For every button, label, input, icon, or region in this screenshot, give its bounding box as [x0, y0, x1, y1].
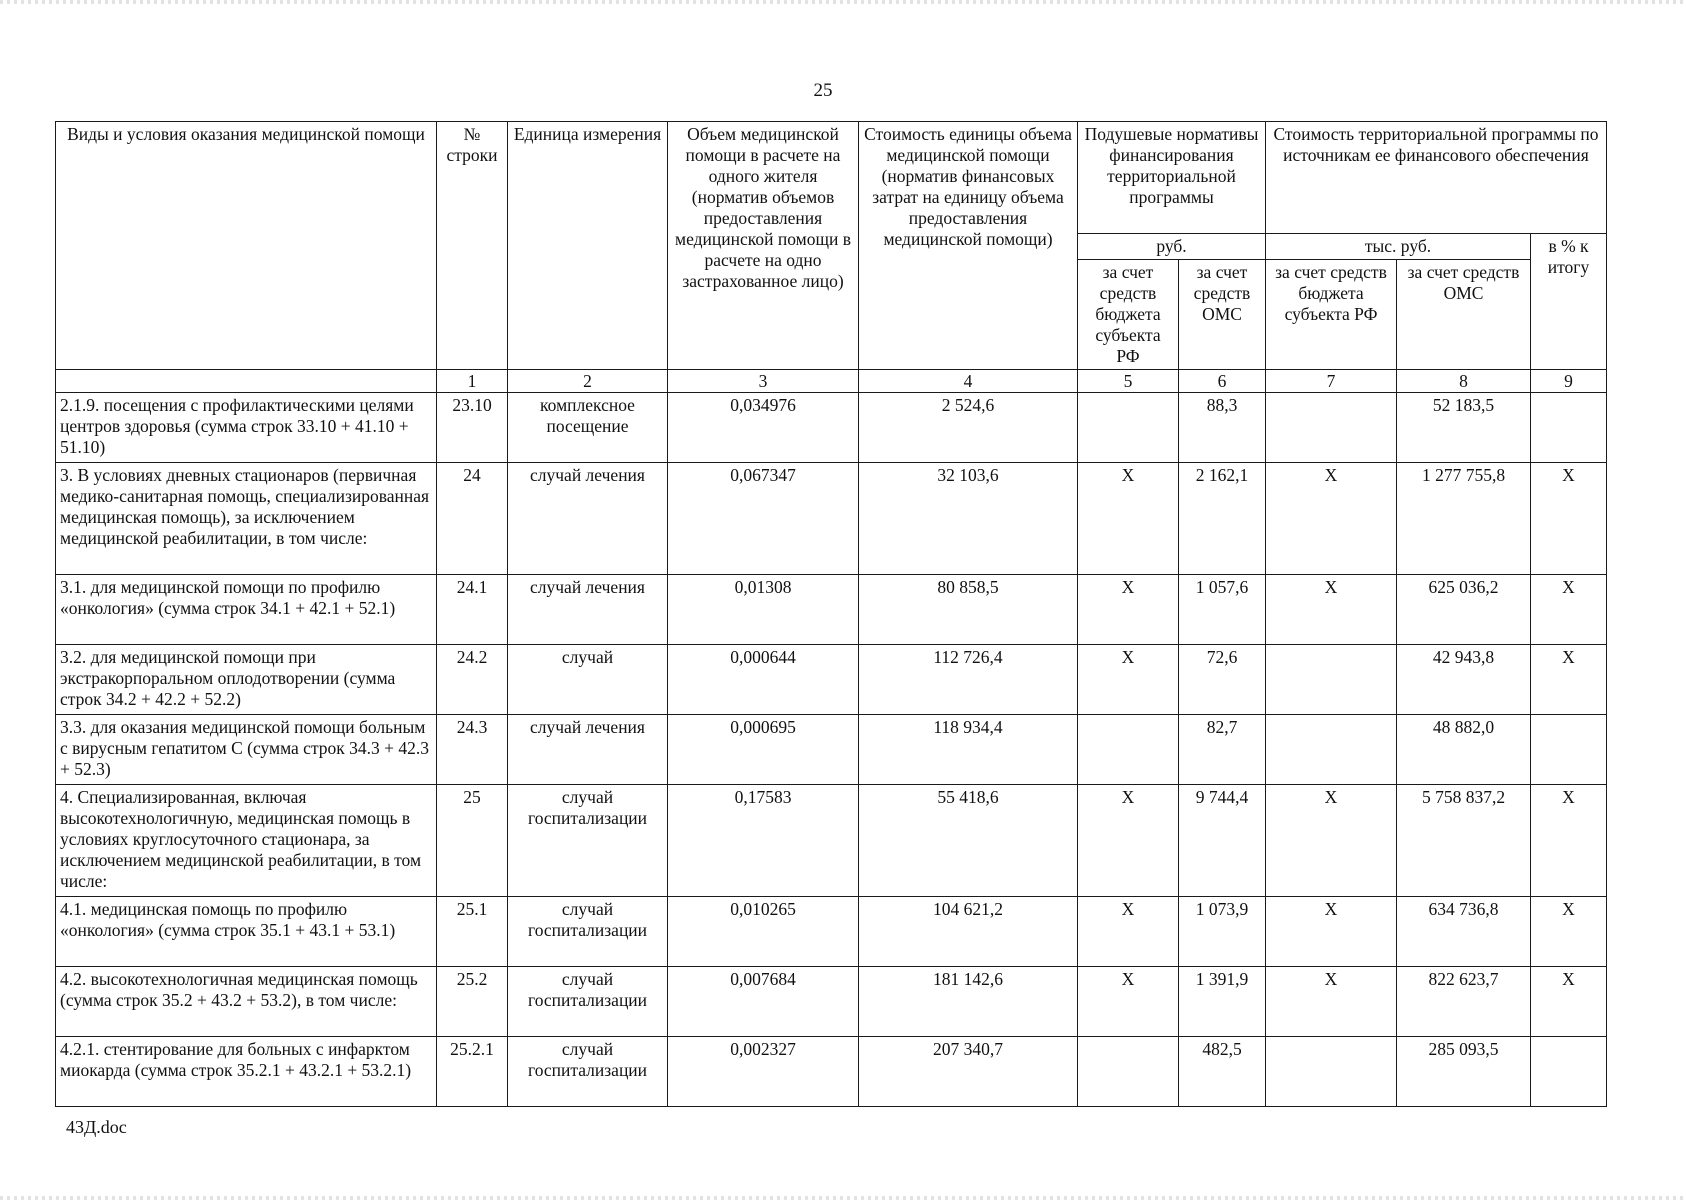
row-budget-thousand: Х — [1266, 463, 1397, 575]
row-volume: 0,000695 — [668, 715, 859, 785]
row-volume: 0,000644 — [668, 645, 859, 715]
row-number: 25.2 — [437, 967, 508, 1037]
row-unit-cost: 112 726,4 — [859, 645, 1078, 715]
header-kind: Виды и условия оказания медицинской помощи — [56, 122, 437, 370]
row-name: 4. Специализированная, включая высокотехнологичную, медицинская помощь в условиях круглосуточного стационара, за исключением медицинской реабилитации, в том числе: — [56, 785, 437, 897]
header-volume: Объем медицинской помощи в расчете на одного жителя (норматив объемов предоставления медицинской помощи в расчете на одно застрахованное лицо) — [668, 122, 859, 370]
table-header — [56, 122, 1607, 393]
row-number: 24.2 — [437, 645, 508, 715]
row-budget-rub: Х — [1078, 785, 1179, 897]
row-budget-rub: Х — [1078, 463, 1179, 575]
row-name: 3.2. для медицинской помощи при экстракорпоральном оплодотворении (сумма строк 34.2 + 42.2 + 52.2) — [56, 645, 437, 715]
row-oms-rub: 82,7 — [1179, 715, 1266, 785]
row-number: 25.1 — [437, 897, 508, 967]
row-volume: 0,067347 — [668, 463, 859, 575]
row-name: 2.1.9. посещения с профилактическими целями центров здоровья (сумма строк 33.10 + 41.10 + 51.10) — [56, 393, 437, 463]
table-row — [56, 575, 1607, 645]
column-numbers-row — [56, 370, 1607, 393]
row-unit: случай госпитализации — [508, 785, 668, 897]
row-unit-cost: 181 142,6 — [859, 967, 1078, 1037]
table-row — [56, 897, 1607, 967]
row-budget-thousand: Х — [1266, 897, 1397, 967]
table-row — [56, 645, 1607, 715]
column-number: 9 — [1531, 370, 1607, 393]
row-unit: случай госпитализации — [508, 897, 668, 967]
header-oms-rub: за счет средств ОМС — [1179, 260, 1266, 370]
page-number: 25 — [813, 80, 833, 101]
row-volume: 0,010265 — [668, 897, 859, 967]
row-percent: Х — [1531, 967, 1607, 1037]
row-budget-thousand: Х — [1266, 785, 1397, 897]
row-volume: 0,034976 — [668, 393, 859, 463]
scan-edge-bottom — [0, 1196, 1686, 1200]
row-oms-thousand: 285 093,5 — [1397, 1037, 1531, 1107]
row-percent — [1531, 1037, 1607, 1107]
row-name: 3. В условиях дневных стационаров (первичная медико-санитарная помощь, специализированная медицинская помощь), за исключением медицинской реабилитации, в том числе: — [56, 463, 437, 575]
row-oms-thousand: 52 183,5 — [1397, 393, 1531, 463]
column-number: 7 — [1266, 370, 1397, 393]
row-oms-rub: 482,5 — [1179, 1037, 1266, 1107]
row-number: 25 — [437, 785, 508, 897]
row-oms-thousand: 1 277 755,8 — [1397, 463, 1531, 575]
row-unit: случай — [508, 645, 668, 715]
row-unit-cost: 118 934,4 — [859, 715, 1078, 785]
row-name: 3.3. для оказания медицинской помощи больным с вирусным гепатитом С (сумма строк 34.3 + 42.3 + 52.3) — [56, 715, 437, 785]
row-budget-thousand — [1266, 715, 1397, 785]
row-name: 3.1. для медицинской помощи по профилю «онкология» (сумма строк 34.1 + 42.1 + 52.1) — [56, 575, 437, 645]
row-budget-thousand — [1266, 1037, 1397, 1107]
column-number: 4 — [859, 370, 1078, 393]
scan-edge-top — [0, 0, 1686, 4]
row-name: 4.2.1. стентирование для больных с инфарктом миокарда (сумма строк 35.2.1 + 43.2.1 + 53.2.1) — [56, 1037, 437, 1107]
header-thousand-rub: тыс. руб. — [1266, 234, 1531, 260]
row-oms-thousand: 48 882,0 — [1397, 715, 1531, 785]
row-volume: 0,01308 — [668, 575, 859, 645]
row-number: 24 — [437, 463, 508, 575]
row-oms-thousand: 634 736,8 — [1397, 897, 1531, 967]
row-oms-rub: 72,6 — [1179, 645, 1266, 715]
row-unit: случай лечения — [508, 575, 668, 645]
row-name: 4.1. медицинская помощь по профилю «онкология» (сумма строк 35.1 + 43.1 + 53.1) — [56, 897, 437, 967]
row-budget-rub — [1078, 393, 1179, 463]
row-oms-rub: 2 162,1 — [1179, 463, 1266, 575]
row-budget-thousand: Х — [1266, 575, 1397, 645]
row-unit-cost: 207 340,7 — [859, 1037, 1078, 1107]
document-filename: 43Д.doc — [66, 1117, 127, 1137]
row-unit-cost: 104 621,2 — [859, 897, 1078, 967]
row-oms-thousand: 822 623,7 — [1397, 967, 1531, 1037]
table-row — [56, 1037, 1607, 1107]
row-unit: случай лечения — [508, 715, 668, 785]
column-number: 8 — [1397, 370, 1531, 393]
table-row — [56, 393, 1607, 463]
row-budget-thousand: Х — [1266, 967, 1397, 1037]
header-oms-thousand: за счет средств ОМС — [1397, 260, 1531, 370]
row-volume: 0,002327 — [668, 1037, 859, 1107]
row-oms-thousand: 42 943,8 — [1397, 645, 1531, 715]
row-percent: Х — [1531, 575, 1607, 645]
header-unit-cost: Стоимость единицы объема медицинской помощи (норматив финансовых затрат на единицу объема предоставления медицинской помощи) — [859, 122, 1078, 370]
table-body — [56, 393, 1607, 1107]
row-percent — [1531, 393, 1607, 463]
column-number: 1 — [437, 370, 508, 393]
row-number: 24.1 — [437, 575, 508, 645]
row-budget-rub — [1078, 1037, 1179, 1107]
row-unit-cost: 80 858,5 — [859, 575, 1078, 645]
row-oms-rub: 1 073,9 — [1179, 897, 1266, 967]
row-volume: 0,17583 — [668, 785, 859, 897]
table-row — [56, 785, 1607, 897]
row-percent: Х — [1531, 645, 1607, 715]
row-percent: Х — [1531, 463, 1607, 575]
row-oms-rub: 1 057,6 — [1179, 575, 1266, 645]
row-budget-rub: Х — [1078, 897, 1179, 967]
row-unit: комплексное посещение — [508, 393, 668, 463]
row-volume: 0,007684 — [668, 967, 859, 1037]
row-oms-thousand: 5 758 837,2 — [1397, 785, 1531, 897]
header-budget-rub: за счет средств бюджета субъекта РФ — [1078, 260, 1179, 370]
row-budget-thousand — [1266, 645, 1397, 715]
column-number: 5 — [1078, 370, 1179, 393]
table-row — [56, 463, 1607, 575]
header-rub: руб. — [1078, 234, 1266, 260]
header-budget-thousand: за счет средств бюджета субъекта РФ — [1266, 260, 1397, 370]
header-row-number: № строки — [437, 122, 508, 370]
header-percent-total: в % к итогу — [1531, 234, 1607, 370]
table-row — [56, 967, 1607, 1037]
row-oms-rub: 88,3 — [1179, 393, 1266, 463]
table-row — [56, 715, 1607, 785]
header-program-cost: Стоимость территориальной программы по источникам ее финансового обеспечения — [1266, 122, 1607, 234]
column-number: 2 — [508, 370, 668, 393]
column-number — [56, 370, 437, 393]
row-unit: случай госпитализации — [508, 967, 668, 1037]
row-unit: случай лечения — [508, 463, 668, 575]
row-budget-rub: Х — [1078, 575, 1179, 645]
row-percent — [1531, 715, 1607, 785]
row-percent: Х — [1531, 897, 1607, 967]
header-per-capita: Подушевые нормативы финансирования территориальной программы — [1078, 122, 1266, 234]
row-number: 25.2.1 — [437, 1037, 508, 1107]
row-unit: случай госпитализации — [508, 1037, 668, 1107]
row-number: 23.10 — [437, 393, 508, 463]
row-oms-rub: 1 391,9 — [1179, 967, 1266, 1037]
row-oms-thousand: 625 036,2 — [1397, 575, 1531, 645]
row-number: 24.3 — [437, 715, 508, 785]
row-unit-cost: 32 103,6 — [859, 463, 1078, 575]
row-unit-cost: 55 418,6 — [859, 785, 1078, 897]
program-cost-table — [55, 121, 1607, 1107]
row-budget-rub — [1078, 715, 1179, 785]
row-oms-rub: 9 744,4 — [1179, 785, 1266, 897]
row-budget-thousand — [1266, 393, 1397, 463]
row-name: 4.2. высокотехнологичная медицинская помощь (сумма строк 35.2 + 43.2 + 53.2), в том числе: — [56, 967, 437, 1037]
column-number: 3 — [668, 370, 859, 393]
column-number: 6 — [1179, 370, 1266, 393]
row-percent: Х — [1531, 785, 1607, 897]
row-unit-cost: 2 524,6 — [859, 393, 1078, 463]
header-unit: Единица измерения — [508, 122, 668, 370]
row-budget-rub: Х — [1078, 645, 1179, 715]
row-budget-rub: Х — [1078, 967, 1179, 1037]
